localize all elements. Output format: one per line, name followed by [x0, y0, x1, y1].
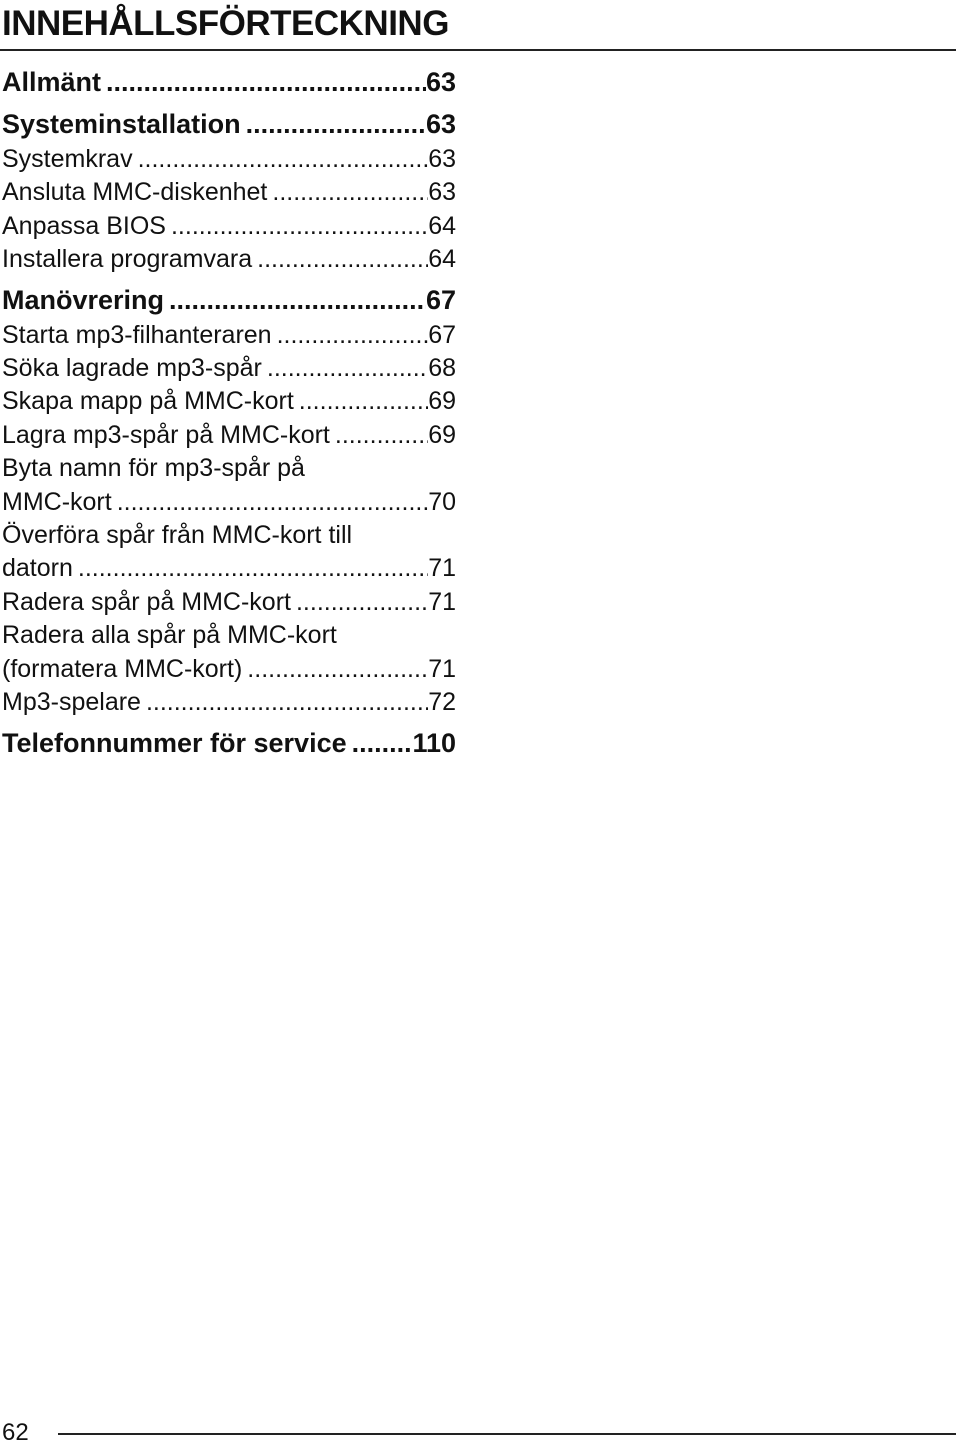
toc-entry-page: 69: [428, 387, 456, 416]
dot-leader: [252, 243, 428, 276]
dot-leader: [347, 725, 413, 762]
dot-leader: [133, 143, 429, 176]
toc-entry-title: Radera alla spår på MMC-kort: [2, 621, 337, 650]
toc-entry: [2, 210, 456, 243]
toc-entry-title: datorn: [2, 554, 73, 583]
toc-entry-page: 64: [428, 211, 456, 240]
toc-entry-title: Anpassa BIOS: [2, 211, 166, 240]
toc-entry-line: [2, 319, 456, 352]
toc-entry-line: [2, 725, 456, 762]
toc-entry-page: 63: [428, 145, 456, 173]
toc-entry-line: [2, 586, 456, 619]
toc-entry-page: 72: [428, 688, 456, 717]
title-divider: [0, 49, 956, 51]
toc-entry-page: 67: [428, 320, 456, 349]
toc-entry-title: Skapa mapp på MMC-kort: [2, 387, 294, 416]
toc-entry-line: [2, 419, 456, 452]
toc-entry-line: [2, 653, 456, 686]
toc-entry-title: Ansluta MMC-diskenhet: [2, 178, 268, 207]
toc-entry-title: Radera spår på MMC-kort: [2, 587, 291, 616]
toc-entry-title: Överföra spår från MMC-kort till: [2, 521, 353, 550]
toc-entry-title: (formatera MMC-kort): [2, 654, 243, 683]
toc-entry-page: 63: [425, 67, 456, 97]
toc-entry: [2, 319, 456, 352]
toc-entry: [2, 352, 456, 385]
toc-entry: [2, 106, 456, 143]
toc-entry-line: [2, 619, 456, 652]
toc-entry: [2, 586, 456, 619]
toc-entry-line: [2, 143, 456, 176]
toc-entry: [2, 143, 456, 176]
toc-entry-page: 71: [428, 654, 456, 683]
toc-entry-title: Starta mp3-filhanteraren: [2, 320, 272, 349]
dot-leader: [294, 385, 428, 418]
toc-entry-page: 71: [428, 554, 456, 583]
toc-entry-title: Mp3-spelare: [2, 688, 141, 717]
toc-entry-line: [2, 686, 456, 719]
dot-leader: [164, 282, 426, 319]
toc-entry-page: 63: [428, 178, 456, 207]
dot-leader: [291, 586, 428, 619]
toc-entry-line: [2, 486, 456, 519]
toc-entry-title: Lagra mp3-spår på MMC-kort: [2, 420, 330, 449]
page-title: INNEHÅLLSFÖRTECKNING: [2, 4, 449, 43]
toc-entry: [2, 243, 456, 276]
table-of-contents: [2, 64, 456, 762]
toc-entry-title: MMC-kort: [2, 487, 112, 516]
toc-entry: [2, 519, 456, 586]
dot-leader: [262, 352, 428, 385]
toc-entry: [2, 176, 456, 209]
toc-entry-page: 69: [428, 420, 456, 449]
dot-leader: [267, 176, 428, 209]
toc-entry-page: 67: [425, 284, 456, 315]
toc-entry-line: [2, 452, 456, 485]
toc-entry: [2, 64, 456, 101]
toc-entry-page: 71: [428, 587, 456, 616]
toc-entry-line: [2, 385, 456, 418]
dot-leader: [241, 106, 426, 143]
toc-entry-line: [2, 176, 456, 209]
toc-entry-title: Systemkrav: [2, 145, 133, 173]
toc-entry: [2, 725, 456, 762]
toc-entry-line: [2, 64, 456, 101]
toc-entry: [2, 385, 456, 418]
toc-entry-line: [2, 210, 456, 243]
toc-entry-title: Manövrering: [2, 284, 165, 315]
dot-leader: [101, 64, 426, 101]
toc-entry-line: [2, 282, 456, 319]
dot-leader: [242, 653, 428, 686]
page-number: 62: [2, 1419, 29, 1446]
toc-entry-page: 110: [412, 727, 456, 758]
toc-entry: [2, 282, 456, 319]
toc-entry-page: 68: [428, 354, 456, 383]
dot-leader: [272, 319, 429, 352]
toc-entry-page: 64: [428, 245, 456, 274]
toc-entry-page: 63: [425, 109, 456, 139]
toc-entry-line: [2, 243, 456, 276]
toc-entry: [2, 686, 456, 719]
dot-leader: [330, 419, 428, 452]
dot-leader: [166, 210, 428, 243]
dot-leader: [141, 686, 428, 719]
footer-divider: [58, 1433, 956, 1435]
toc-entry-title: Installera programvara: [2, 245, 253, 274]
toc-entry-line: [2, 519, 456, 552]
toc-entry-title: Byta namn för mp3-spår på: [2, 454, 305, 483]
dot-leader: [73, 552, 428, 585]
toc-entry-line: [2, 552, 456, 585]
toc-entry-page: 70: [428, 487, 456, 516]
toc-entry: [2, 619, 456, 686]
toc-entry-line: [2, 352, 456, 385]
toc-entry-title: Systeminstallation: [2, 109, 241, 139]
toc-entry-line: [2, 106, 456, 143]
toc-entry-title: Söka lagrade mp3-spår: [2, 354, 262, 383]
dot-leader: [112, 486, 428, 519]
toc-entry: [2, 452, 456, 519]
toc-entry-title: Allmänt: [2, 67, 102, 97]
toc-entry: [2, 419, 456, 452]
toc-entry-title: Telefonnummer för service: [2, 727, 347, 758]
